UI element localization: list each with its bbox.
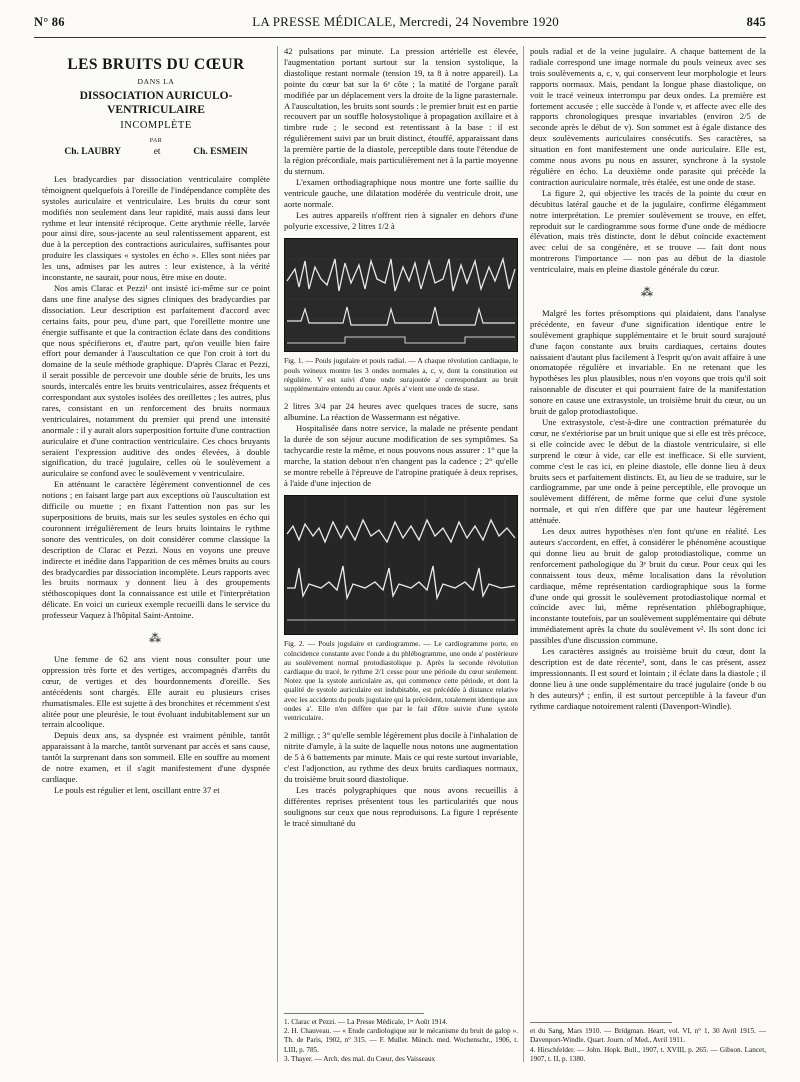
paragraph: pouls radial et de la veine jugulaire. A chaque battement de la radiale correspond une image normale du pouls veineux avec ses trois soulèvements a, c, v, qui conservent leur morphologie et leurs rapports normaux. Mais, pendant la longue phase diastolique, on voit le tracé veineux interrompu par deux ondes. La première est fortement accusée ; elle succède à l'onde v, et affecte avec elle des rapports chronologiques presque invariables (environ 2/5 de seconde après le début de v). Son sommet est à égale distance des deux soulèvements auriculaires consécutifs. Ses caractères, sa situation en font manifestement une onde auriculaire. Elle est, comme nous avons pu nous en assurer, synchrone à la systole régulière en écho. La deuxième onde parasite qui précède la contraction auriculaire normale, très étalée, est une onde de stase. xyxy=(530,46,766,187)
footnotes-column-2 xyxy=(284,1005,518,1064)
column-1 xyxy=(42,46,270,1074)
article-title-block xyxy=(42,56,270,145)
section-asterism: ⁂ xyxy=(641,285,655,300)
paragraph: Une femme de 62 ans vient nous consulter pour une oppression très forte et des vertiges, accompagnés d'arrêts du cœur, de vertiges et des bourdonnements d'oreille. Ses antécédents sont chargés. Elle aurait eu plusieurs crises rhumatismales. Elle est sujette à des bronchites et récemment s'est alitée pour une pleurésie, le tout évoluant indubitablement sur un terrain alcoolique. xyxy=(42,653,270,730)
article-subtitle-1: DANS LA xyxy=(137,77,175,86)
author-conjunction: et xyxy=(153,147,161,157)
footnote: et du Sang, Mars 1910. — Bridgman. Heart, vol. VI, n° 1, 30 Avril 1915. — Davenport-Windle. Quart. Journ. of Med., Avril 1911. xyxy=(530,1027,766,1045)
paragraph: Les deux autres hypothèses n'en font qu'une en réalité. Les auteurs s'accordent, en effet, à considérer le phénomène acoustique qui donne lieu au bruit de galop protodiastolique, comme un renforcement pathologique du 3ᵉ bruit du cœur. Pour ceux qui les connaissent tous deux, même localisation dans la révolution cardiaque, même représentation cardiographique sous la forme d'une onde qui grossit le soulèvement protodiastolique normal et coïncide avec lui, même représentation phlébographique, inconstante toutefois, par un soulèvement supplémentaire qui débute immédiatement après la chute du soulèvement v². Ils sont donc ici passibles d'une discussion commune. xyxy=(530,526,766,646)
paragraph: Une extrasystole, c'est-à-dire une contraction prématurée du cœur, ne s'extériorise par un bruit unique que si elle est très précoce, si elle coïncide avec le début de la diastole ventriculaire, si elle surprend le cœur à vide, car elle est inefficace. Si elle survient, comme c'est le cas ici, en pleine diastole, elle donne lieu à deux bruits secs et parfaitement distincts. Et, au lieu de se traduire, sur le cardiogramme, par une onde à peine perceptible, elle provoque un soulèvement différent, de même forme que celui d'une systole normale, et qui n'en diffère que par une hauteur légèrement atténuée. xyxy=(530,417,766,526)
author-laubry: Ch. LAUBRY xyxy=(64,147,122,157)
paragraph: 2 litres 3/4 par 24 heures avec quelques traces de sucre, sans albumine. La réaction de Wassermann est négative. xyxy=(284,401,518,423)
paragraph: 2 milligr. ; 3° qu'elle semble légèrement plus docile à l'inhalation de nitrite d'amyle, à la suite de laquelle nous notons une augmentation de 5 à 6 battements par minute. Mais ce qui reste surtout invariable, c'est l'adjonction, au rythme des deux bruits cardiaques normaux, du troisième bruit sourd diastolique. xyxy=(284,730,518,784)
paragraph: Le pouls est régulier et lent, oscillant entre 37 et xyxy=(54,784,220,795)
paragraph: Les tracés polygraphiques que nous avons recueillis à différentes reprises présentent tous les particularités que nous soulignons sur ceux que nous reproduisons. La figure I représente le tracé simultané du xyxy=(284,784,518,828)
authors xyxy=(48,147,264,158)
paragraph: Les bradycardies par dissociation ventriculaire complète témoignent quelquefois à l'oreille de l'indépendance complète des systoles auriculaire et ventriculaire. Les bruits du cœur sont modifiés non seulement dans leur rapidité, mais aussi dans leur rythme et leur intensité réciproque. Cette arythmie réelle, larvée pour ainsi dire, sous-jacente au seul ralentissement apparent, est due à la perception des contractions auriculaires, suffisantes pour produire les classiques « systoles en écho ». Elles sont niées par les uns, admises par les autres : leur existence, à la vérité inconstante, ne saurait, pour nous, être mise en doute. xyxy=(42,173,270,283)
paragraph: Malgré les fortes présomptions qui plaidaient, dans l'analyse précédente, en faveur d'une signification identique entre le soulèvement graphique supplémentaire et le bruit sourd surajouté d'une façon constante aux bruits cardiaques, certains doutes naissaient d'autant plus facilement à l'esprit qu'on avait affaire à une onomatopée régulière et invariable. En ne retenant que les hypothèses les plus plausibles, nous n'en voyons que trois qu'il soit raisonnable de discuter et qui pourraient faire de la manifestation sonore en cause une extrasystole, un troisième bruit du cœur, ou un bruit de galop protodiastolique. xyxy=(530,307,766,417)
paragraph: La figure 2, qui objective les tracés de la pointe du cœur en décubitus latéral gauche et de la jugulaire, confirme élégamment notre interprétation. Le premier soulèvement se trouve, en effet, reproduit sur le cardiogramme sous forme d'une onde de médiocre élévation, mais très distincte, dont le début coïncide exactement avec celui de sa congénère, et se trouve — fait dont nous montrerons l'importance — non pas au début de la diastole ventriculaire, mais en pleine diastole générale du cœur. xyxy=(530,187,766,275)
footnote: 1. Clarac et Pezzi. — La Presse Médicale, 1ᵉʳ Août 1914. xyxy=(284,1017,448,1026)
paragraph: Les autres appareils n'offrent rien à signaler en dehors d'une polyurie excessive, 2 litres 1/2 à xyxy=(284,209,518,231)
section-asterism: ⁂ xyxy=(149,631,163,646)
paragraph: En atténuant le caractère légèrement conventionnel de ces notions ; en faisant large part aux exceptions où l'auscultation est difficile ou muette ; en fixant l'attention non pas sur les superpositions de bruits, mais sur les seules systoles en écho qui couronnent irrégulièrement de leurs bruits lointains le rythme sonore des ventricules, on doit considérer comme classique la description de Clarac et Pezzi. Nous en voyons une preuve indirecte et inédite dans l'apparition de ces mêmes bruits au cours des bradycardies par dissociation incomplète. Leurs rapports avec les bruits normaux y donnent lieu à des groupements stéthoscopiques dont la connaissance est utile et l'interprétation délicate. En voici un curieux exemple recueilli dans le service du professeur Vaquez à l'hôpital Saint-Antoine. xyxy=(42,479,270,621)
footnote-rule xyxy=(284,1013,424,1014)
paragraph: Hospitalisée dans notre service, la malade ne présente pendant la durée de son séjour aucune modification de ses symptômes. Sa tachycardie reste la même, et nous pouvons nous assurer : 1° que la marche, la station debout n'en changent pas la cadence ; 2° qu'elle se montre rebelle à l'épreuve de l'atropine pratiquée à deux reprises, à l'aide d'une injection de xyxy=(284,423,518,488)
article-title: LES BRUITS DU CŒUR xyxy=(67,56,245,73)
journal-title: LA PRESSE MÉDICALE, Mercredi, 24 Novembre 1920 xyxy=(252,14,560,29)
column-2 xyxy=(284,46,518,1074)
article-subtitle-2: DISSOCIATION AURICULO-VENTRICULAIRE xyxy=(79,90,233,116)
article-par: PAR xyxy=(149,138,163,144)
footnotes-column-3 xyxy=(530,1014,766,1064)
paragraph: Depuis deux ans, sa dyspnée est vraiment pénible, tantôt apparaissant à la marche, tantôt survenant par accès et sans cause, tantôt la surprenant dans son sommeil. Elle en souffre au moment de notre examen, et il s'agit manifestement d'une dyspnée cardiaque. xyxy=(42,730,270,784)
footnote: 2. H. Chauveau. — « Etude cardiologique sur le mécanisme du bruit de galop ». Th. de Paris, 1902, n° 315. — F. Muller. Münch. med. Wochenschr., 1906, t. LIII, p. 785. xyxy=(284,1027,518,1054)
paragraph: 42 pulsations par minute. La pression artérielle est élevée, l'augmentation portant surtout sur la tension systolique, la diastolique restant normale (tension 19, ta 8 à notre appareil). La pointe du cœur bat sur la 6ᵉ côte ; la matité de l'organe paraît modifiée par un déplacement vers la droite de la ligne parasternale. A l'auscultation, les bruits sont sourds : le premier bruit est en partie recouvert par un souffle holosystolique à propagation axillaire et à timbre rude ; le second est retentissant à la base : il est régulièrement suivi par un bruit distinct, étouffé, apparaissant dans la première partie de la diastole, perceptible dans toute l'étendue de la région précordiale, mais particulièrement net à la partie moyenne du sternum. xyxy=(284,46,518,176)
footnote-rule xyxy=(530,1022,672,1023)
column-3 xyxy=(530,46,766,1074)
figure-2-trace xyxy=(284,495,518,635)
column-separator xyxy=(523,46,524,1062)
page-header xyxy=(34,14,766,36)
paragraph: L'examen orthodiagraphique nous montre une forte saillie du ventricule gauche, une dilatation modérée du ventricule droit, une aorte normale. xyxy=(284,176,518,209)
paragraph: Les caractères assignés au troisième bruit du cœur, dont la description est de date récente³, sont, dans le cas présent, assez impressionnants. Il est sourd et lointain ; il éclate dans la diastole ; il donne lieu à une onde supplémentaire du tracé jugulaire (onde b ou h des auteurs)⁴ ; enfin, il est surtout perceptible à la faveur d'un rythme cardiaque notoirement ralenti (Davenport-Windle). xyxy=(530,646,766,711)
article-subtitle-3: INCOMPLÈTE xyxy=(120,120,192,131)
footnote: 4. Hirschfelder. — John. Hopk. Bull., 1907, t. XVIII, p. 265. — Gibson. Lancet, 1907, t. II, p. 1380. xyxy=(530,1045,766,1063)
author-esmein: Ch. ESMEIN xyxy=(193,147,248,157)
page-number: 845 xyxy=(746,15,766,29)
issue-number: N° 86 xyxy=(34,15,65,29)
figure-2-caption: Fig. 2. — Pouls jugulaire et cardiogramme. — Le cardiogramme porte, en coïncidence constante avec l'onde a du phlébogramme, une onde a' postérieure au soulèvement normal protodiastolique p. Après la seconde révolution cardiaque du tracé, le rythme 2/1 cesse pour une période du cœur seulement. Notez que la systole auriculaire ax, qui commence cette période, et dont la qualité de systole auriculaire est indubitable, est précédée à distance relative avec les accidents du pouls jugulaire qui la précèdent, totalement identique aux ondes a'. Elle n'en diffère que par le fait d'être suivie d'une systole ventriculaire. xyxy=(284,639,518,723)
footnote: 3. Thayer. — Arch. des mal. du Cœur, des Vaisseaux xyxy=(284,1054,436,1063)
figure-1-trace xyxy=(284,238,518,352)
header-rule xyxy=(34,37,766,38)
figure-1-caption: Fig. 1. — Pouls jugulaire et pouls radial. — A chaque révolution cardiaque, le pouls veineux montre les 3 ondes normales a, c, v, dont la constitution est régulière. V est suivi d'une onde surajoutée a' correspondant au bruit supplémentaire entendu au cœur. Après a' vient une onde de stase. xyxy=(284,356,518,394)
column-separator xyxy=(277,46,278,1062)
paragraph: Nos amis Clarac et Pezzi¹ ont insisté ici-même sur ce point dans une fine analyse des signes cliniques des bradycardies par dissociation. Leur description est parfaitement d'accord avec certains faits, pour peu, d'une part, que l'oreillette montre une énergie suffisante et que la contraction éclate dans des conditions que nous spécifierons et, d'autre part, qu'on veuille bien faire effort pour demander à l'auscultation ce que l'on croit à tort du domaine de la seule méthode graphique. D'après Clarac et Pezzi, il serait possible de percevoir une double série de bruits, les uns sourds, intercalés entre les bruits ventriculaires, assez fréquents et correspondant aux systoles isolées des oreillettes ; les autres, plus rares, consistant en un renforcement des bruits normaux ventriculaires, notamment du premier qui prend une intensité anormale : il y aurait alors superposition fortuite d'une contraction auriculaire et d'une contraction ventriculaire. Ces chocs bruyants seraient l'expression auditive des ondes élevées, à double signification, du tracé jugulaire, celles où le soulèvement a auriculaire se confond avec le soulèvement v ventriculaire. xyxy=(42,282,270,479)
